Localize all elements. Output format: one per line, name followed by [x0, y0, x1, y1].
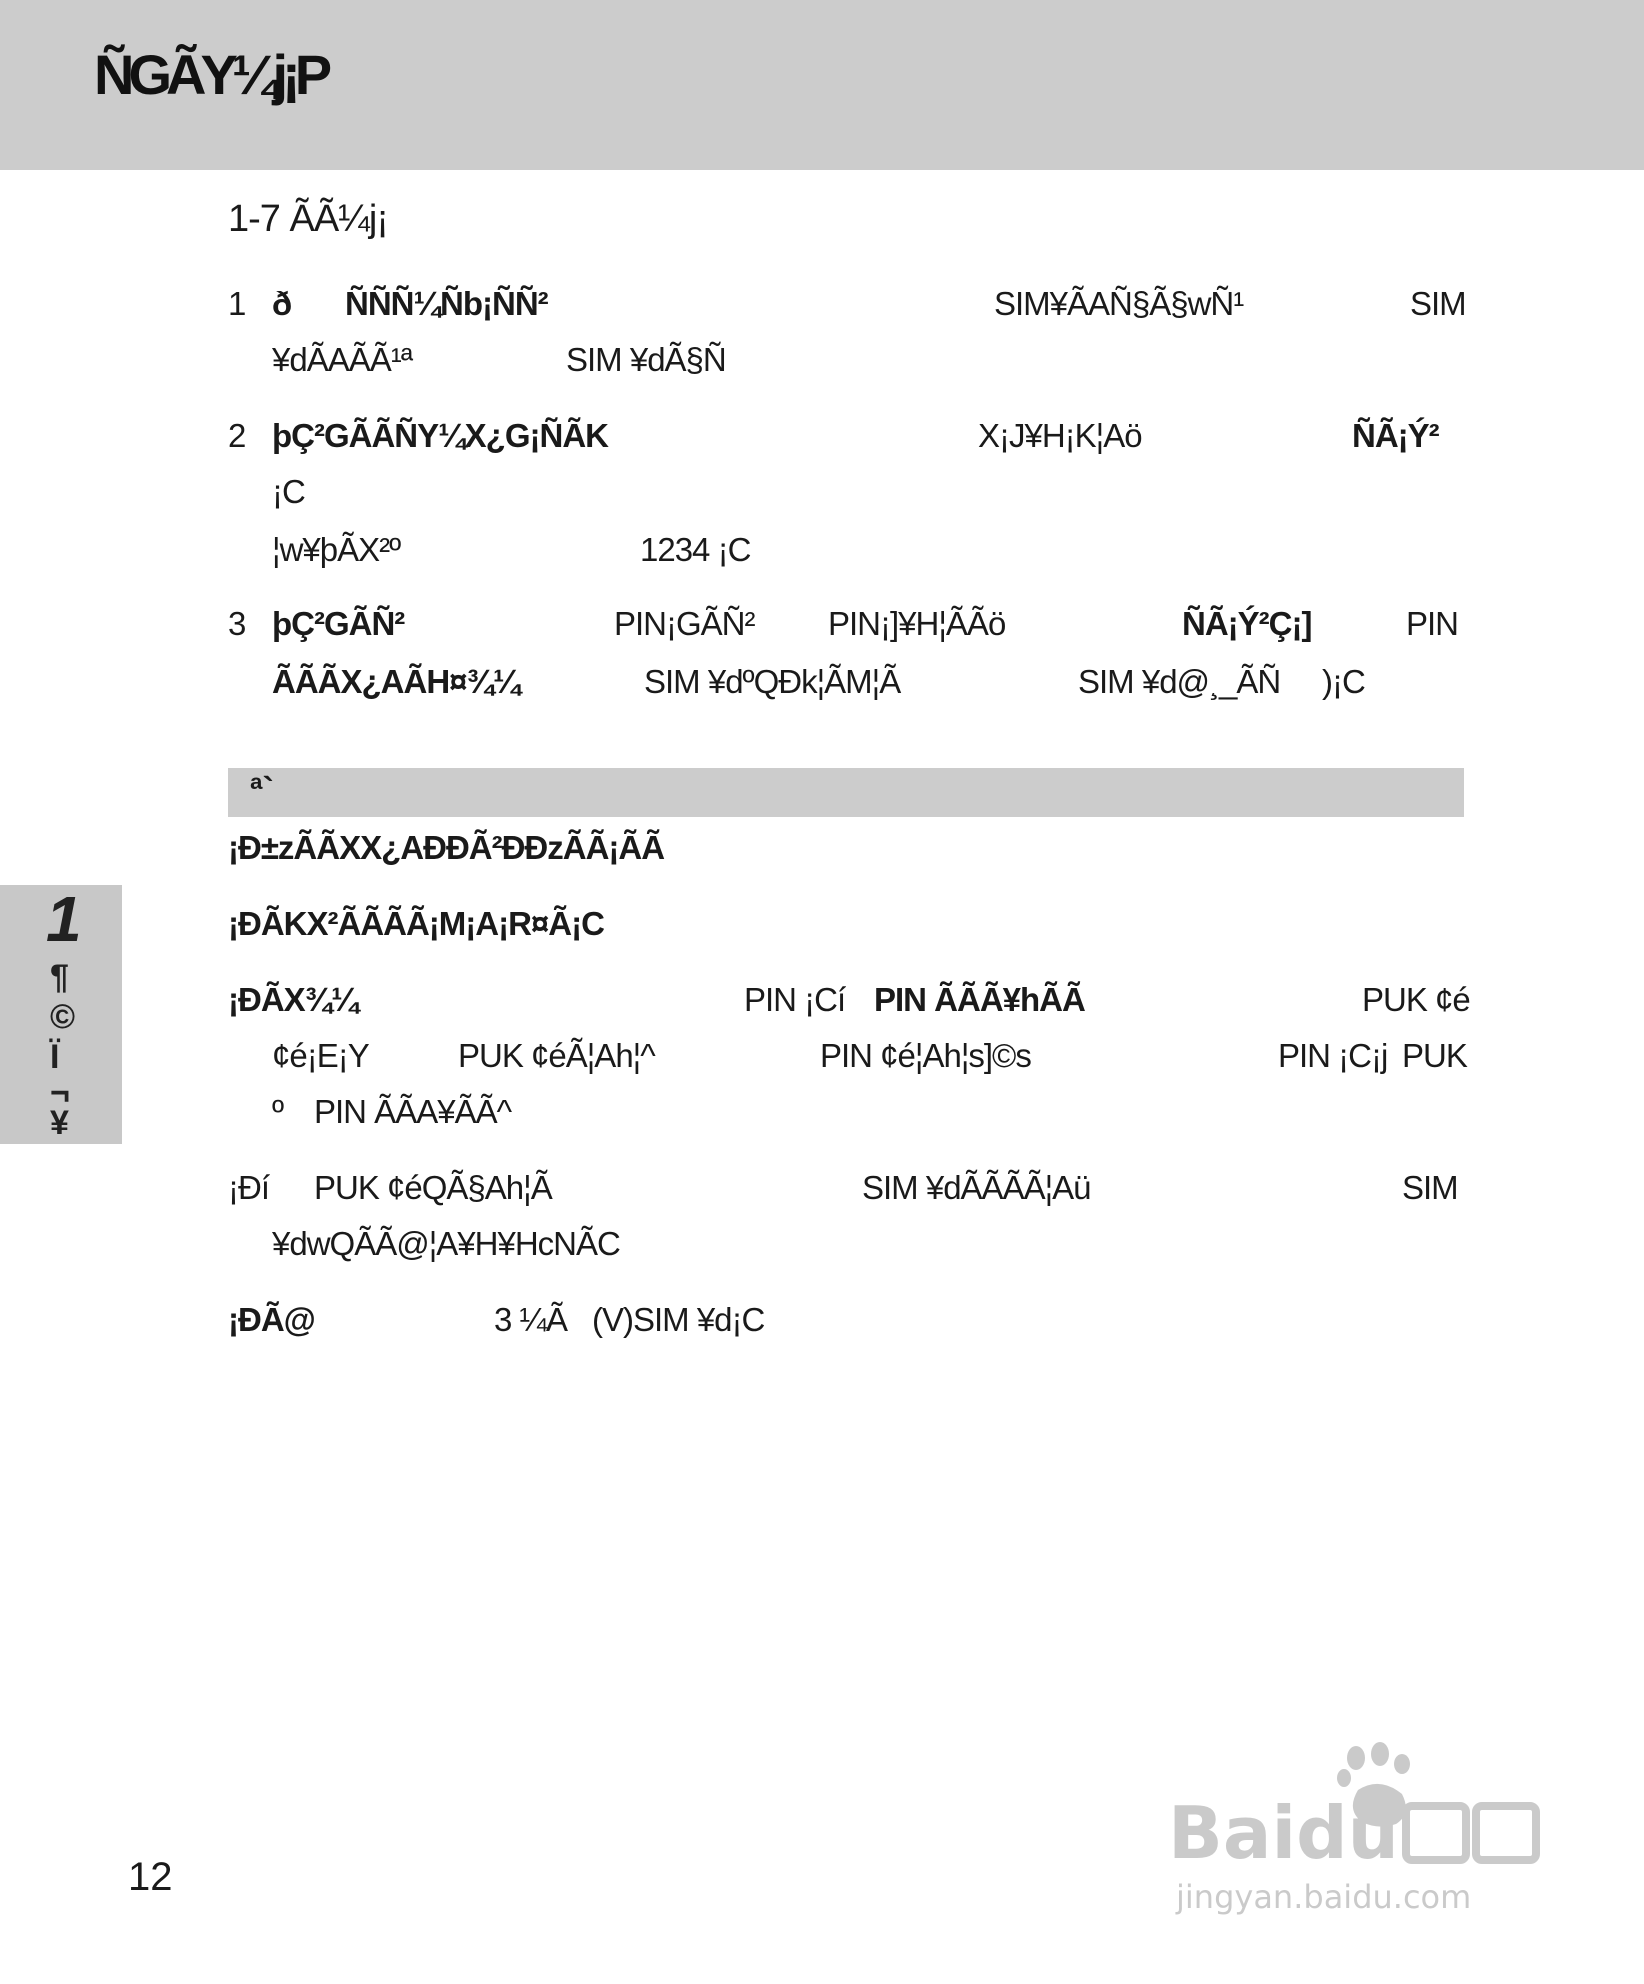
note-label: ª`	[250, 771, 274, 809]
step-number-2: 2	[228, 417, 246, 454]
chapter-tab-char: ¥	[50, 1104, 69, 1142]
note-paragraph: PIN ÃÃA¥ÃÃ^	[314, 1093, 512, 1130]
step-1-text: SIM ¥dÃ§Ñ	[566, 341, 726, 378]
note-paragraph: PIN ¢é¦Ah¦s]©s	[820, 1037, 1031, 1074]
step-2-text: þÇ²GÃÃÑY¼X¿G¡ÑÃK	[272, 417, 608, 454]
step-3-text: ÃÃÃX¿AÃH¤¾¼	[272, 663, 520, 700]
note-paragraph: ¢é¡E¡Y	[272, 1037, 369, 1074]
step-3-text: PIN¡]¥H¦ÃÃö	[828, 605, 1006, 642]
note-paragraph: ¡ÐÃ@	[228, 1301, 315, 1338]
note-paragraph: PUK ¢éÃ¦Ah¦^	[458, 1037, 655, 1074]
step-3-text: PIN	[1406, 605, 1459, 642]
default-code: 1234 ¡C	[640, 531, 751, 568]
note-paragraph: PIN ÃÃÃ¥hÃÃ	[874, 981, 1085, 1018]
chapter-tab-char: ¬	[50, 1074, 70, 1112]
step-3-text: þÇ²GÃÑ²	[272, 605, 405, 642]
baidu-watermark-logo	[1168, 1740, 1548, 1920]
note-paragraph: SIM	[1402, 1169, 1458, 1206]
step-number-1: 1	[228, 285, 246, 322]
step-number-3: 3	[228, 605, 246, 642]
section-title: 1-7 ÃÃ¼j¡	[228, 198, 388, 240]
step-1-text: ÑÑÑ¼Ñb¡ÑÑ²	[345, 285, 548, 322]
step-1-text: ð	[272, 285, 292, 322]
note-paragraph: SIM ¥dÃÃÃÃ¦Aü	[862, 1169, 1091, 1206]
note-paragraph: PUK ¢é	[1362, 981, 1470, 1018]
step-1-text: SIM¥ÃAÑ§Ã§wÑ¹	[994, 285, 1244, 322]
note-paragraph: ¡Ð±zÃÃXX¿AÐÐÃ²ÐÐzÃÃ¡ÃÃ	[228, 829, 665, 866]
step-2-text: ÑÃ¡Ý²	[1352, 417, 1439, 454]
note-paragraph: PUK ¢éQÃ§Ah¦Ã	[314, 1169, 552, 1206]
note-paragraph: º	[272, 1093, 284, 1130]
watermark-site: jingyan.baidu.com	[1176, 1878, 1472, 1916]
note-paragraph: ¡ÐÃX¾¼	[228, 981, 358, 1018]
chapter-number: 1	[46, 883, 82, 955]
step-3-text: )¡C	[1322, 663, 1365, 700]
note-paragraph: PIN ¡Cí	[744, 981, 846, 1018]
step-2-text: ¡C	[272, 473, 305, 510]
step-2-text: ¦w¥þÃX²º	[272, 531, 401, 568]
step-3-text: SIM ¥d@¸_ÃÑ	[1078, 663, 1281, 700]
step-3-text: ÑÃ¡Ý²Ç¡]	[1182, 605, 1312, 642]
note-paragraph: ¡Ðí	[228, 1169, 269, 1206]
note-paragraph: (V)SIM ¥d¡C	[592, 1301, 765, 1338]
note-paragraph: PUK	[1402, 1037, 1467, 1074]
chapter-title: ÑGÃY¼j¡P	[94, 43, 327, 106]
watermark-brand: Baidu	[1168, 1791, 1399, 1875]
step-2-text: X¡J¥H¡K¦Aö	[978, 417, 1142, 454]
note-paragraph: PIN ¡C¡j	[1278, 1037, 1388, 1074]
step-3-text: PIN¡GÃÑ²	[614, 605, 755, 642]
page-number: 12	[128, 1855, 173, 1899]
chapter-tab-char: ©	[50, 998, 76, 1036]
note-bar	[228, 768, 1464, 817]
note-paragraph: ¥dwQÃÃ@¦A¥H¥HcNÃC	[272, 1225, 620, 1262]
step-1-text: SIM	[1410, 285, 1466, 322]
chapter-tab-char: ¶	[50, 958, 69, 996]
step-1-text: ¥dÃAÃÃ¹ª	[272, 341, 412, 378]
note-paragraph: 3 ¼Ã	[494, 1301, 568, 1338]
step-3-text: SIM ¥dºQÐk¦ÃM¦Ã	[644, 663, 901, 700]
note-paragraph: ¡ÐÃKX²ÃÃÃÃ¡M¡A¡R¤Ã¡C	[228, 905, 604, 942]
chapter-tab-char: Ï	[50, 1038, 60, 1076]
